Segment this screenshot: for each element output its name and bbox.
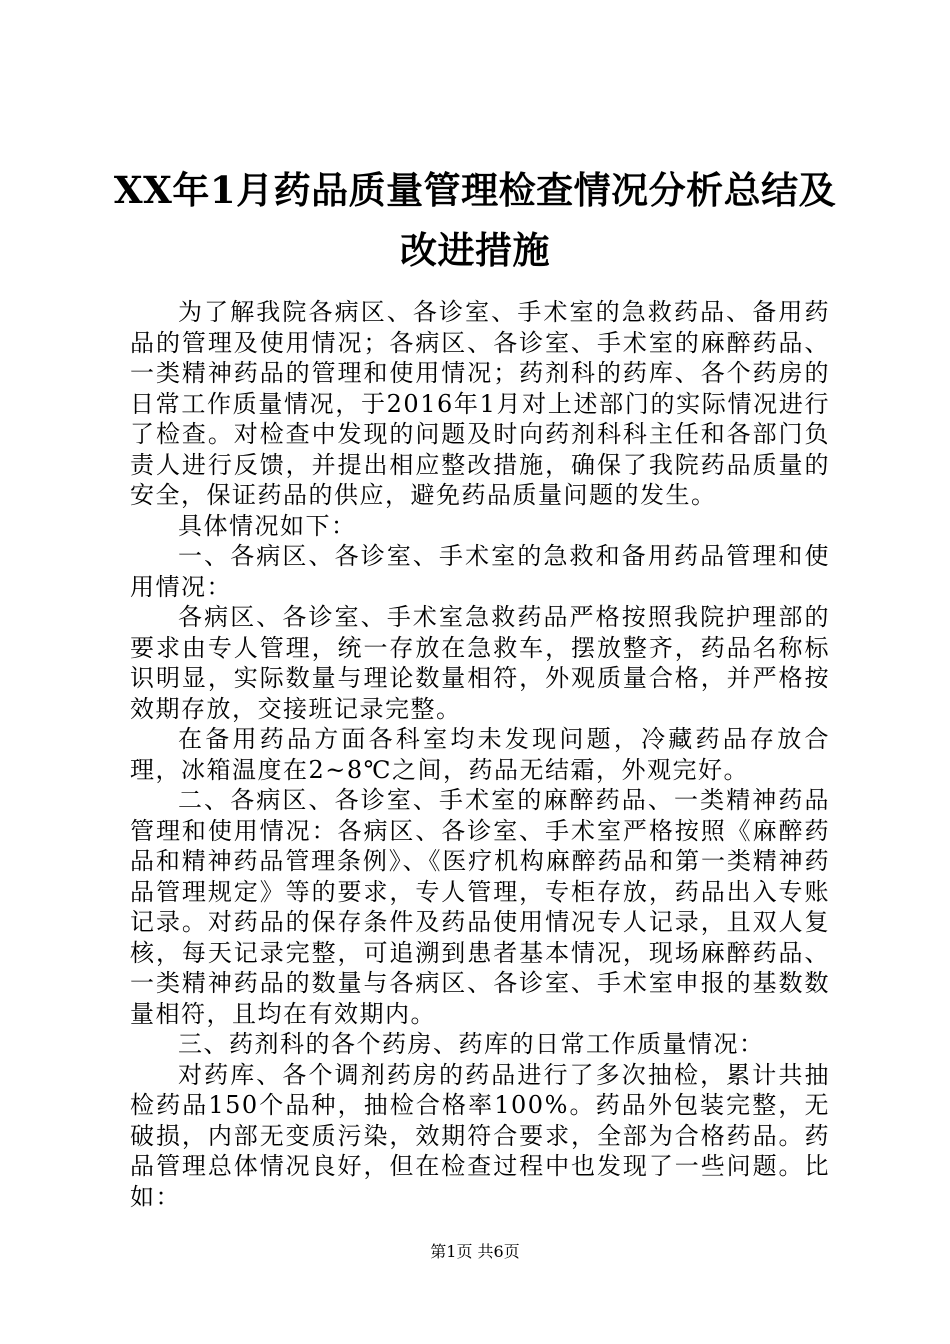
- paragraph: 三、药剂科的各个药房、药库的日常工作质量情况：: [178, 1030, 765, 1058]
- paragraph: 各病区、各诊室、手术室急救药品严格按照我院护理部的要求由专人管理，统一存放在急救车，摆放整齐，药品名称标识明显，实际数量与理论数量相符，外观质量合格，并严格按效期存放，交接班记录完整。: [130, 603, 830, 723]
- paragraph: 具体情况如下：: [178, 511, 357, 540]
- paragraph: 二、各病区、各诊室、手术室的麻醉药品、一类精神药品管理和使用情况：各病区、各诊室、手术室严格按照《麻醉药品和精神药品管理条例》、《医疗机构麻醉药品和第一类精神药品管理规定》等的要求，专人管理，专柜存放，药品出入专账记录。对药品的保存条件及药品使用情况专人记录，且双人复核，每天记录完整，可追溯到患者基本情况，现场麻醉药品、一类精神药品的数量与各病区、各诊室、手术室申报的基数数量相符，且均在有效期内。: [130, 786, 830, 1028]
- document-title: XX年1月药品质量管理检查情况分析总结及改进措施: [113, 168, 837, 272]
- paragraph: 对药库、各个调剂药房的药品进行了多次抽检，累计共抽检药品150个品种，抽检合格率100%。药品外包装完整，无破损，内部无变质污染，效期符合要求，全部为合格药品。药品管理总体情况良好，但在检查过程中也发现了一些问题。比如：: [130, 1060, 830, 1211]
- paragraph: 一、各病区、各诊室、手术室的急救和备用药品管理和使用情况：: [130, 542, 830, 601]
- page-footer: 第1页 共6页: [430, 1242, 520, 1261]
- document-body: [130, 297, 830, 1212]
- paragraph: 在备用药品方面各科室均未发现问题，冷藏药品存放合理，冰箱温度在2~8℃之间，药品无结霜，外观完好。: [130, 725, 830, 784]
- paragraph: 为了解我院各病区、各诊室、手术室的急救药品、备用药品的管理及使用情况；各病区、各诊室、手术室的麻醉药品、一类精神药品的管理和使用情况；药剂科的药库、各个药房的日常工作质量情况，于2016年1月对上述部门的实际情况进行了检查。对检查中发现的问题及时向药剂科科主任和各部门负责人进行反馈，并提出相应整改措施，确保了我院药品质量的安全，保证药品的供应，避免药品质量问题的发生。: [130, 298, 830, 509]
